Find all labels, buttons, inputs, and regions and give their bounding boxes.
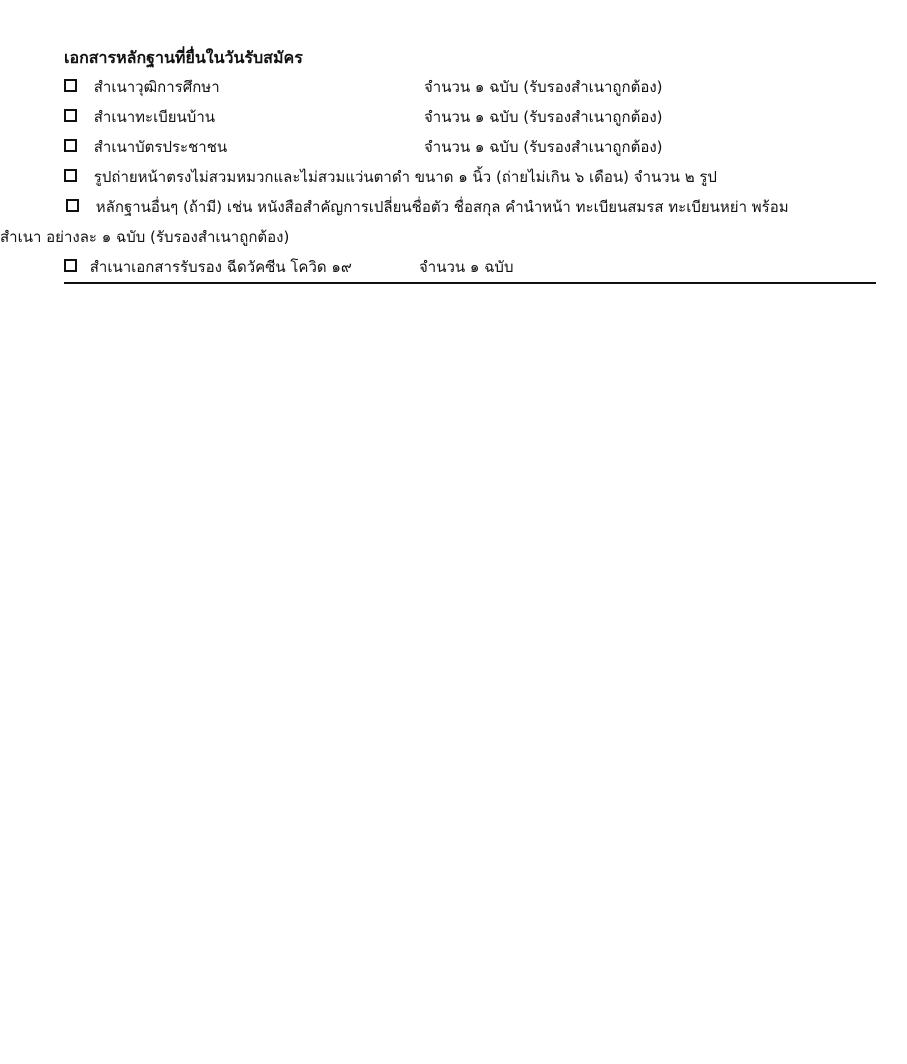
item-label: รูปถ่ายหน้าตรงไม่สวมหมวกและไม่สวมแว่นตาดำ ขนาด ๑ นิ้ว (ถ่ายไม่เกิน ๖ เดือน) จำนวน ๒ รูป [93,168,717,186]
item-quantity: จำนวน ๑ ฉบับ (รับรองสำเนาถูกต้อง) [424,78,663,96]
checkbox-icon [64,259,77,272]
document-body [0,44,876,284]
item-label: หลักฐานอื่นๆ (ถ้ามี) เช่น หนังสือสำคัญการเปลี่ยนชื่อตัว ชื่อสกุล คำนำหน้า ทะเบียนสมรส ทะเบียนหย่า พร้อม [95,198,789,216]
section-heading: เอกสารหลักฐานที่ยื่นในวันรับสมัคร [64,48,303,67]
list-item-other-documents [64,192,876,222]
list-item-id-card [64,132,876,162]
list-item-house-registration [64,102,876,132]
list-item-education [64,72,876,102]
item-label: สำเนาวุฒิการศึกษา [93,78,220,96]
item-label-continued: สำเนา อย่างละ ๑ ฉบับ (รับรองสำเนาถูกต้อง) [0,228,290,246]
checkbox-icon [64,109,77,122]
item-quantity: จำนวน ๑ ฉบับ [419,258,514,276]
list-item-photo [64,162,876,192]
item-label: สำเนาบัตรประชาชน [93,138,228,156]
item-quantity: จำนวน ๑ ฉบับ (รับรองสำเนาถูกต้อง) [424,108,663,126]
list-item-other-documents-continued [0,222,870,252]
checkbox-icon [66,199,79,212]
item-label: สำเนาเอกสารรับรอง ฉีดวัคซีน โควิด ๑๙ [89,258,352,276]
checkbox-icon [64,139,77,152]
item-quantity: จำนวน ๑ ฉบับ (รับรองสำเนาถูกต้อง) [424,138,663,156]
list-item-vaccine [64,252,876,284]
item-label: สำเนาทะเบียนบ้าน [93,108,215,126]
checkbox-icon [64,79,77,92]
checkbox-icon [64,169,77,182]
